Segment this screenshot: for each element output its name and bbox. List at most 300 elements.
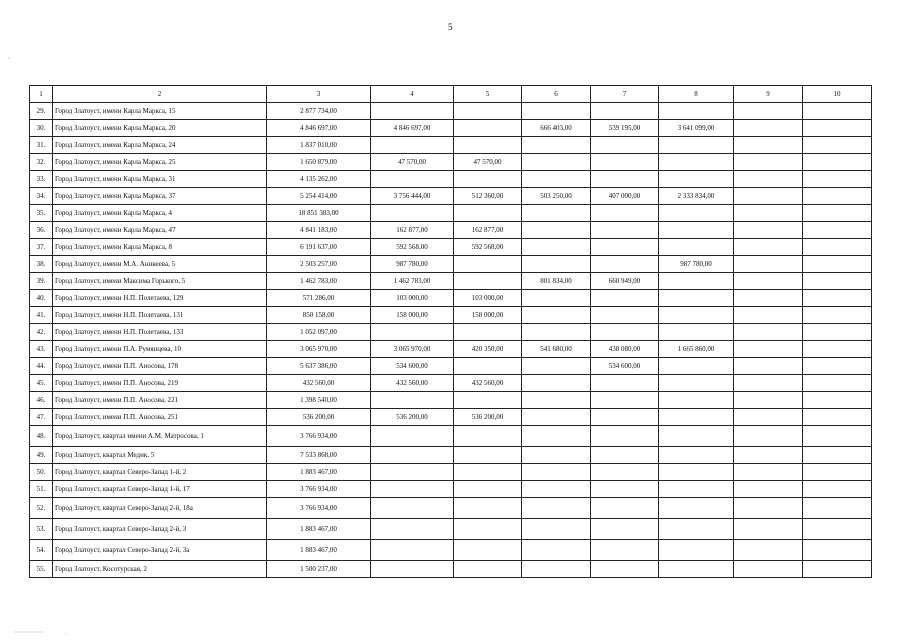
amount-cell-col5 bbox=[454, 481, 522, 498]
amount-cell-col5 bbox=[454, 137, 522, 154]
amount-cell-col4 bbox=[371, 392, 454, 409]
amount-cell-col9 bbox=[734, 341, 803, 358]
address-cell: Город Златоуст, имени Карла Маркса, 47 bbox=[53, 222, 267, 239]
table-row bbox=[30, 307, 872, 324]
amount-cell-col3: 1 883 467,00 bbox=[267, 464, 371, 481]
amount-cell-col10 bbox=[803, 222, 872, 239]
row-number-cell: 53. bbox=[30, 519, 53, 540]
amount-cell-col9 bbox=[734, 358, 803, 375]
row-number-cell: 50. bbox=[30, 464, 53, 481]
amount-cell-col10 bbox=[803, 498, 872, 519]
amount-cell-col4: 534 600,00 bbox=[371, 358, 454, 375]
amount-cell-col5 bbox=[454, 273, 522, 290]
amount-cell-col4 bbox=[371, 103, 454, 120]
amount-cell-col8 bbox=[659, 392, 734, 409]
row-number-cell: 32. bbox=[30, 154, 53, 171]
amount-cell-col8 bbox=[659, 222, 734, 239]
amount-cell-col8 bbox=[659, 375, 734, 392]
row-number-cell: 31. bbox=[30, 137, 53, 154]
amount-cell-col8 bbox=[659, 481, 734, 498]
amount-cell-col9 bbox=[734, 120, 803, 137]
amount-cell-col6 bbox=[522, 307, 591, 324]
row-number-cell: 47. bbox=[30, 409, 53, 426]
amount-cell-col9 bbox=[734, 273, 803, 290]
address-cell: Город Златоуст, имени П.П. Аносова, 178 bbox=[53, 358, 267, 375]
amount-cell-col6 bbox=[522, 154, 591, 171]
amount-cell-col5: 592 568,00 bbox=[454, 239, 522, 256]
amount-cell-col6 bbox=[522, 205, 591, 222]
amount-cell-col9 bbox=[734, 137, 803, 154]
amount-cell-col4 bbox=[371, 498, 454, 519]
amount-cell-col6 bbox=[522, 171, 591, 188]
address-cell: Город Златоуст, Косотурская, 2 bbox=[53, 561, 267, 578]
address-cell: Город Златоуст, имени Карла Маркса, 37 bbox=[53, 188, 267, 205]
amount-cell-col3: 1 052 097,00 bbox=[267, 324, 371, 341]
table-row bbox=[30, 154, 872, 171]
amount-cell-col7 bbox=[591, 307, 659, 324]
amount-cell-col6 bbox=[522, 426, 591, 447]
row-number-cell: 37. bbox=[30, 239, 53, 256]
amount-cell-col7 bbox=[591, 464, 659, 481]
amount-cell-col6 bbox=[522, 324, 591, 341]
amount-cell-col5: 432 560,00 bbox=[454, 375, 522, 392]
amount-cell-col10 bbox=[803, 426, 872, 447]
address-cell: Город Златоуст, имени Карла Маркса, 15 bbox=[53, 103, 267, 120]
amount-cell-col3: 2 503 257,00 bbox=[267, 256, 371, 273]
amount-cell-col10 bbox=[803, 392, 872, 409]
address-cell: Город Златоуст, имени П.А. Румянцева, 10 bbox=[53, 341, 267, 358]
amount-cell-col4: 987 780,00 bbox=[371, 256, 454, 273]
amount-cell-col8 bbox=[659, 409, 734, 426]
amount-cell-col3: 4 841 183,00 bbox=[267, 222, 371, 239]
amount-cell-col7 bbox=[591, 426, 659, 447]
amount-cell-col7 bbox=[591, 154, 659, 171]
amount-cell-col10 bbox=[803, 256, 872, 273]
address-cell: Город Златоуст, квартал имени А.М. Матросова, 1 bbox=[53, 426, 267, 447]
amount-cell-col8 bbox=[659, 498, 734, 519]
amount-cell-col10 bbox=[803, 273, 872, 290]
address-cell: Город Златоуст, имени Н.П. Полетаева, 133 bbox=[53, 324, 267, 341]
amount-cell-col7 bbox=[591, 561, 659, 578]
amount-cell-col5 bbox=[454, 324, 522, 341]
table-row bbox=[30, 103, 872, 120]
amount-cell-col9 bbox=[734, 205, 803, 222]
amount-cell-col9 bbox=[734, 409, 803, 426]
table-row bbox=[30, 290, 872, 307]
amount-cell-col8 bbox=[659, 447, 734, 464]
amount-cell-col7 bbox=[591, 205, 659, 222]
amount-cell-col4: 432 560,00 bbox=[371, 375, 454, 392]
table-row bbox=[30, 375, 872, 392]
table-row bbox=[30, 222, 872, 239]
amount-cell-col6 bbox=[522, 481, 591, 498]
amount-cell-col8 bbox=[659, 519, 734, 540]
address-cell: Город Златоуст, квартал Северо-Запад 1-й, 17 bbox=[53, 481, 267, 498]
amount-cell-col6 bbox=[522, 447, 591, 464]
amount-cell-col4 bbox=[371, 519, 454, 540]
amount-cell-col9 bbox=[734, 256, 803, 273]
address-cell: Город Златоуст, имени Максима Горького, 5 bbox=[53, 273, 267, 290]
address-cell: Город Златоуст, имени Карла Маркса, 25 bbox=[53, 154, 267, 171]
amount-cell-col6 bbox=[522, 375, 591, 392]
amount-cell-col10 bbox=[803, 103, 872, 120]
amount-cell-col6 bbox=[522, 358, 591, 375]
amount-cell-col8 bbox=[659, 154, 734, 171]
amount-cell-col10 bbox=[803, 154, 872, 171]
amount-cell-col8 bbox=[659, 290, 734, 307]
address-cell: Город Златоуст, имени Карла Маркса, 4 bbox=[53, 205, 267, 222]
amount-cell-col4 bbox=[371, 171, 454, 188]
amount-cell-col4 bbox=[371, 324, 454, 341]
amount-cell-col7 bbox=[591, 540, 659, 561]
amount-cell-col3: 3 766 934,00 bbox=[267, 481, 371, 498]
amount-cell-col6 bbox=[522, 290, 591, 307]
amount-cell-col7 bbox=[591, 103, 659, 120]
amount-cell-col9 bbox=[734, 561, 803, 578]
amount-cell-col3: 850 158,00 bbox=[267, 307, 371, 324]
amount-cell-col4: 592 568,00 bbox=[371, 239, 454, 256]
amount-cell-col9 bbox=[734, 426, 803, 447]
amount-cell-col3: 536 200,00 bbox=[267, 409, 371, 426]
amount-cell-col3: 3 065 970,00 bbox=[267, 341, 371, 358]
amount-cell-col8 bbox=[659, 540, 734, 561]
amount-cell-col9 bbox=[734, 154, 803, 171]
amount-cell-col5 bbox=[454, 464, 522, 481]
amount-cell-col10 bbox=[803, 188, 872, 205]
amount-cell-col8 bbox=[659, 103, 734, 120]
amount-cell-col7: 539 195,00 bbox=[591, 120, 659, 137]
amount-cell-col5 bbox=[454, 519, 522, 540]
amount-cell-col6 bbox=[522, 519, 591, 540]
amount-cell-col7: 438 080,00 bbox=[591, 341, 659, 358]
amount-cell-col6 bbox=[522, 256, 591, 273]
address-cell: Город Златоуст, квартал Северо-Запад 2-й, 18а bbox=[53, 498, 267, 519]
table-row bbox=[30, 205, 872, 222]
amount-cell-col5 bbox=[454, 392, 522, 409]
table-row bbox=[30, 498, 872, 519]
amount-cell-col8: 3 641 099,00 bbox=[659, 120, 734, 137]
row-number-cell: 40. bbox=[30, 290, 53, 307]
amount-cell-col10 bbox=[803, 358, 872, 375]
header-cell: 7 bbox=[591, 86, 659, 103]
amount-cell-col8: 987 780,00 bbox=[659, 256, 734, 273]
amount-cell-col9 bbox=[734, 171, 803, 188]
amount-cell-col4 bbox=[371, 561, 454, 578]
header-cell: 2 bbox=[53, 86, 267, 103]
row-number-cell: 33. bbox=[30, 171, 53, 188]
amount-cell-col5 bbox=[454, 498, 522, 519]
row-number-cell: 41. bbox=[30, 307, 53, 324]
data-table bbox=[29, 85, 872, 578]
amount-cell-col3: 1 500 237,00 bbox=[267, 561, 371, 578]
amount-cell-col10 bbox=[803, 205, 872, 222]
amount-cell-col5: 103 000,00 bbox=[454, 290, 522, 307]
table-row bbox=[30, 188, 872, 205]
address-cell: Город Златоуст, квартал Медик, 5 bbox=[53, 447, 267, 464]
row-number-cell: 35. bbox=[30, 205, 53, 222]
row-number-cell: 36. bbox=[30, 222, 53, 239]
address-cell: Город Златоуст, имени Карла Маркса, 31 bbox=[53, 171, 267, 188]
address-cell: Город Златоуст, имени М.А. Аникеева, 5 bbox=[53, 256, 267, 273]
amount-cell-col5 bbox=[454, 205, 522, 222]
amount-cell-col6 bbox=[522, 409, 591, 426]
amount-cell-col10 bbox=[803, 519, 872, 540]
amount-cell-col5: 512 360,00 bbox=[454, 188, 522, 205]
amount-cell-col7 bbox=[591, 481, 659, 498]
amount-cell-col5: 536 200,00 bbox=[454, 409, 522, 426]
amount-cell-col9 bbox=[734, 464, 803, 481]
amount-cell-col10 bbox=[803, 239, 872, 256]
amount-cell-col8 bbox=[659, 205, 734, 222]
amount-cell-col10 bbox=[803, 447, 872, 464]
amount-cell-col5: 420 350,00 bbox=[454, 341, 522, 358]
amount-cell-col10 bbox=[803, 290, 872, 307]
amount-cell-col3: 1 883 467,00 bbox=[267, 540, 371, 561]
amount-cell-col5 bbox=[454, 120, 522, 137]
amount-cell-col5 bbox=[454, 103, 522, 120]
amount-cell-col4: 3 065 970,00 bbox=[371, 341, 454, 358]
table-row bbox=[30, 341, 872, 358]
amount-cell-col7: 407 000,00 bbox=[591, 188, 659, 205]
address-cell: Город Златоуст, имени П.П. Аносова, 219 bbox=[53, 375, 267, 392]
amount-cell-col10 bbox=[803, 540, 872, 561]
row-number-cell: 48. bbox=[30, 426, 53, 447]
amount-cell-col3: 1 883 467,00 bbox=[267, 519, 371, 540]
amount-cell-col9 bbox=[734, 498, 803, 519]
amount-cell-col10 bbox=[803, 307, 872, 324]
row-number-cell: 45. bbox=[30, 375, 53, 392]
amount-cell-col8 bbox=[659, 239, 734, 256]
address-cell: Город Златоуст, квартал Северо-Запад 2-й, 3 bbox=[53, 519, 267, 540]
amount-cell-col4 bbox=[371, 464, 454, 481]
amount-cell-col8 bbox=[659, 137, 734, 154]
amount-cell-col6 bbox=[522, 137, 591, 154]
amount-cell-col9 bbox=[734, 290, 803, 307]
amount-cell-col6 bbox=[522, 464, 591, 481]
amount-cell-col5 bbox=[454, 540, 522, 561]
amount-cell-col8 bbox=[659, 324, 734, 341]
amount-cell-col4: 1 462 783,00 bbox=[371, 273, 454, 290]
amount-cell-col3: 7 533 868,00 bbox=[267, 447, 371, 464]
address-cell: Город Златоуст, имени Карла Маркса, 24 bbox=[53, 137, 267, 154]
amount-cell-col3: 1 462 783,00 bbox=[267, 273, 371, 290]
table-row bbox=[30, 273, 872, 290]
amount-cell-col5 bbox=[454, 171, 522, 188]
table-row bbox=[30, 171, 872, 188]
amount-cell-col5 bbox=[454, 447, 522, 464]
header-cell: 1 bbox=[30, 86, 53, 103]
amount-cell-col4 bbox=[371, 426, 454, 447]
amount-cell-col8 bbox=[659, 307, 734, 324]
amount-cell-col5 bbox=[454, 256, 522, 273]
amount-cell-col7: 534 600,00 bbox=[591, 358, 659, 375]
amount-cell-col7 bbox=[591, 239, 659, 256]
amount-cell-col3: 5 254 414,00 bbox=[267, 188, 371, 205]
amount-cell-col9 bbox=[734, 188, 803, 205]
amount-cell-col6 bbox=[522, 239, 591, 256]
amount-cell-col10 bbox=[803, 464, 872, 481]
address-cell: Город Златоуст, имени Н.П. Полетаева, 131 bbox=[53, 307, 267, 324]
row-number-cell: 55. bbox=[30, 561, 53, 578]
amount-cell-col4 bbox=[371, 447, 454, 464]
address-cell: Город Златоуст, имени П.П. Аносова, 221 bbox=[53, 392, 267, 409]
amount-cell-col7 bbox=[591, 447, 659, 464]
amount-cell-col3: 5 637 386,00 bbox=[267, 358, 371, 375]
row-number-cell: 49. bbox=[30, 447, 53, 464]
amount-cell-col7 bbox=[591, 171, 659, 188]
amount-cell-col9 bbox=[734, 375, 803, 392]
row-number-cell: 39. bbox=[30, 273, 53, 290]
header-cell: 8 bbox=[659, 86, 734, 103]
amount-cell-col4 bbox=[371, 540, 454, 561]
amount-cell-col3: 1 398 540,00 bbox=[267, 392, 371, 409]
amount-cell-col6 bbox=[522, 561, 591, 578]
amount-cell-col9 bbox=[734, 481, 803, 498]
amount-cell-col8 bbox=[659, 464, 734, 481]
row-number-cell: 46. bbox=[30, 392, 53, 409]
amount-cell-col6: 666 403,00 bbox=[522, 120, 591, 137]
address-cell: Город Златоуст, имени Карла Маркса, 8 bbox=[53, 239, 267, 256]
amount-cell-col6: 801 834,00 bbox=[522, 273, 591, 290]
amount-cell-col6: 541 680,00 bbox=[522, 341, 591, 358]
header-cell: 3 bbox=[267, 86, 371, 103]
table-row bbox=[30, 426, 872, 447]
table-row bbox=[30, 464, 872, 481]
amount-cell-col8 bbox=[659, 273, 734, 290]
amount-cell-col6: 503 250,00 bbox=[522, 188, 591, 205]
amount-cell-col9 bbox=[734, 447, 803, 464]
amount-cell-col7 bbox=[591, 392, 659, 409]
amount-cell-col8: 1 665 860,00 bbox=[659, 341, 734, 358]
amount-cell-col10 bbox=[803, 561, 872, 578]
amount-cell-col7 bbox=[591, 256, 659, 273]
amount-cell-col7 bbox=[591, 137, 659, 154]
row-number-cell: 38. bbox=[30, 256, 53, 273]
row-number-cell: 42. bbox=[30, 324, 53, 341]
amount-cell-col10 bbox=[803, 375, 872, 392]
header-cell: 6 bbox=[522, 86, 591, 103]
amount-cell-col8 bbox=[659, 171, 734, 188]
table-row bbox=[30, 358, 872, 375]
amount-cell-col7 bbox=[591, 290, 659, 307]
address-cell: Город Златоуст, имени Карла Маркса, 20 bbox=[53, 120, 267, 137]
amount-cell-col5 bbox=[454, 358, 522, 375]
table-row bbox=[30, 447, 872, 464]
amount-cell-col10 bbox=[803, 409, 872, 426]
amount-cell-col3: 6 191 637,00 bbox=[267, 239, 371, 256]
table-row bbox=[30, 409, 872, 426]
amount-cell-col7 bbox=[591, 375, 659, 392]
amount-cell-col10 bbox=[803, 324, 872, 341]
amount-cell-col4 bbox=[371, 481, 454, 498]
header-cell: 5 bbox=[454, 86, 522, 103]
amount-cell-col8: 2 333 834,00 bbox=[659, 188, 734, 205]
row-number-cell: 43. bbox=[30, 341, 53, 358]
amount-cell-col3: 4 846 697,00 bbox=[267, 120, 371, 137]
amount-cell-col10 bbox=[803, 137, 872, 154]
row-number-cell: 34. bbox=[30, 188, 53, 205]
table-row bbox=[30, 561, 872, 578]
amount-cell-col4: 47 570,00 bbox=[371, 154, 454, 171]
amount-cell-col9 bbox=[734, 222, 803, 239]
amount-cell-col9 bbox=[734, 239, 803, 256]
amount-cell-col3: 18 851 383,00 bbox=[267, 205, 371, 222]
amount-cell-col6 bbox=[522, 222, 591, 239]
amount-cell-col4: 536 200,00 bbox=[371, 409, 454, 426]
amount-cell-col6 bbox=[522, 103, 591, 120]
row-number-cell: 29. bbox=[30, 103, 53, 120]
amount-cell-col3: 1 837 010,00 bbox=[267, 137, 371, 154]
amount-cell-col8 bbox=[659, 561, 734, 578]
amount-cell-col3: 4 135 262,00 bbox=[267, 171, 371, 188]
amount-cell-col8 bbox=[659, 426, 734, 447]
amount-cell-col9 bbox=[734, 324, 803, 341]
amount-cell-col9 bbox=[734, 540, 803, 561]
table-row bbox=[30, 519, 872, 540]
amount-cell-col5: 47 570,00 bbox=[454, 154, 522, 171]
amount-cell-col5 bbox=[454, 426, 522, 447]
row-number-cell: 44. bbox=[30, 358, 53, 375]
amount-cell-col5: 158 000,00 bbox=[454, 307, 522, 324]
amount-cell-col3: 3 766 934,00 bbox=[267, 426, 371, 447]
amount-cell-col10 bbox=[803, 481, 872, 498]
row-number-cell: 30. bbox=[30, 120, 53, 137]
amount-cell-col3: 571 286,00 bbox=[267, 290, 371, 307]
address-cell: Город Златоуст, квартал Северо-Запад 1-й, 2 bbox=[53, 464, 267, 481]
row-number-cell: 52. bbox=[30, 498, 53, 519]
table-row bbox=[30, 481, 872, 498]
amount-cell-col9 bbox=[734, 519, 803, 540]
amount-cell-col9 bbox=[734, 103, 803, 120]
row-number-cell: 54. bbox=[30, 540, 53, 561]
amount-cell-col10 bbox=[803, 120, 872, 137]
amount-cell-col3: 432 560,00 bbox=[267, 375, 371, 392]
table-row bbox=[30, 120, 872, 137]
header-cell: 4 bbox=[371, 86, 454, 103]
amount-cell-col4 bbox=[371, 205, 454, 222]
amount-cell-col5 bbox=[454, 561, 522, 578]
amount-cell-col7 bbox=[591, 324, 659, 341]
table-row bbox=[30, 239, 872, 256]
amount-cell-col4: 103 000,00 bbox=[371, 290, 454, 307]
table-row bbox=[30, 324, 872, 341]
address-cell: Город Златоуст, имени П.П. Аносова, 251 bbox=[53, 409, 267, 426]
amount-cell-col3: 2 877 734,00 bbox=[267, 103, 371, 120]
amount-cell-col3: 1 650 879,00 bbox=[267, 154, 371, 171]
address-cell: Город Златоуст, квартал Северо-Запад 2-й, 3а bbox=[53, 540, 267, 561]
table-row bbox=[30, 540, 872, 561]
header-cell: 10 bbox=[803, 86, 872, 103]
amount-cell-col6 bbox=[522, 540, 591, 561]
amount-cell-col9 bbox=[734, 392, 803, 409]
amount-cell-col9 bbox=[734, 307, 803, 324]
amount-cell-col6 bbox=[522, 498, 591, 519]
header-row bbox=[30, 86, 872, 103]
address-cell: Город Златоуст, имени Н.П. Полетаева, 129 bbox=[53, 290, 267, 307]
amount-cell-col10 bbox=[803, 341, 872, 358]
amount-cell-col4: 4 846 697,00 bbox=[371, 120, 454, 137]
amount-cell-col4: 158 000,00 bbox=[371, 307, 454, 324]
table-row bbox=[30, 256, 872, 273]
header-cell: 9 bbox=[734, 86, 803, 103]
amount-cell-col4: 3 756 444,00 bbox=[371, 188, 454, 205]
row-number-cell: 51. bbox=[30, 481, 53, 498]
amount-cell-col4: 162 877,00 bbox=[371, 222, 454, 239]
page-number: 5 bbox=[448, 22, 453, 32]
table-row bbox=[30, 137, 872, 154]
amount-cell-col7 bbox=[591, 519, 659, 540]
amount-cell-col7 bbox=[591, 222, 659, 239]
